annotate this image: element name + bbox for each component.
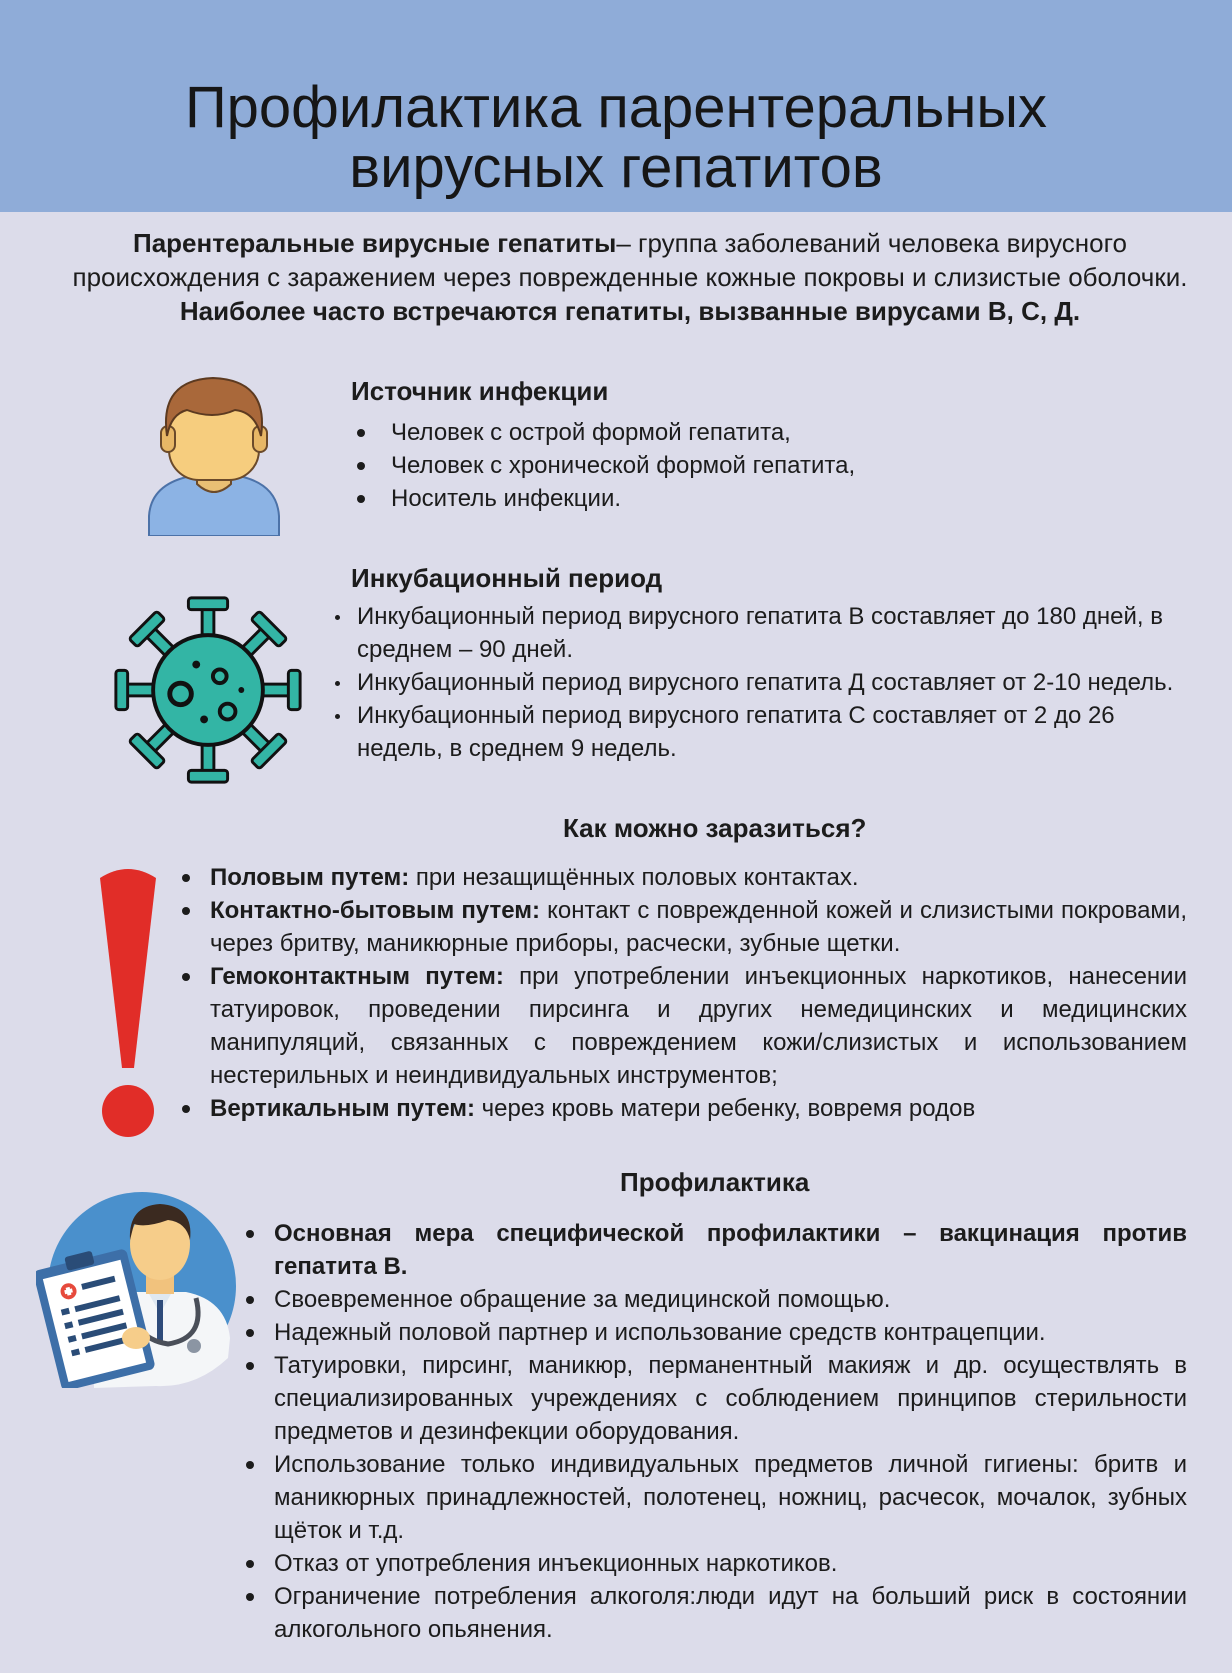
source-heading: Источник инфекции <box>351 376 609 406</box>
list-item: Отказ от употребления инъекционных наркотиков. <box>244 1547 1187 1580</box>
intro-highlight: Наиболее часто встречаются гепатиты, вызванные вирусами В, С, Д. <box>179 296 1081 326</box>
page-title <box>0 75 1232 200</box>
list-item: Человек с острой формой гепатита, <box>353 416 1053 449</box>
list-item: Татуировки, пирсинг, маникюр, перманентный макияж и др. осуществлять в специализированных учреждениях с соблюдением принципов стерильности предметов и дезинфекции оборудования. <box>244 1349 1187 1448</box>
infection-list <box>180 861 1187 1125</box>
intro-text: – группа заболеваний человека вирусного происхождения с заражением через поврежденные кожные покровы и слизистые оболочки. <box>72 228 1188 292</box>
list-item: Надежный половой партнер и использование средств контрацепции. <box>244 1316 1187 1349</box>
list-item <box>180 960 1187 1092</box>
exclamation-icon <box>96 866 160 1142</box>
route-label: Вертикальным путем: <box>210 1095 475 1122</box>
doctor-icon <box>36 1188 236 1388</box>
intro-term: Парентеральные вирусные гепатиты <box>133 228 617 258</box>
prevention-heading: Профилактика <box>620 1167 810 1197</box>
route-text: контакт с поврежденной кожей и слизистыми покровами, через бритву, маникюрные приборы, расчески, зубные щетки. <box>210 897 1187 957</box>
incubation-heading: Инкубационный период <box>351 563 663 593</box>
list-item: Человек с хронической формой гепатита, <box>353 449 1053 482</box>
incubation-list <box>333 600 1189 765</box>
route-label: Гемоконтактным путем: <box>210 963 504 990</box>
list-item: Инкубационный период вирусного гепатита С составляет от 2 до 26 недель, в среднем 9 недель. <box>333 699 1189 765</box>
route-text: через кровь матери ребенку, вовремя родов <box>481 1095 976 1122</box>
page-title-line1: Профилактика парентеральных <box>184 75 1048 140</box>
virus-icon <box>110 592 306 788</box>
list-item: Ограничение потребления алкоголя:люди идут на больший риск в состоянии алкогольного опьянения. <box>244 1580 1187 1646</box>
intro-paragraph <box>70 226 1190 328</box>
list-item: Носитель инфекции. <box>353 482 1053 515</box>
list-item <box>180 861 1187 894</box>
infection-heading: Как можно заразиться? <box>563 813 867 843</box>
list-item <box>180 1092 1187 1125</box>
list-item: Основная мера специфической профилактики – вакцинация против гепатита В. <box>244 1217 1187 1283</box>
page-title-line2: вирусных гепатитов <box>349 135 883 200</box>
list-item: Своевременное обращение за медицинской помощью. <box>244 1283 1187 1316</box>
route-text: при незащищённых половых контактах. <box>415 864 859 891</box>
list-item <box>180 894 1187 960</box>
route-text: при употреблении инъекционных наркотиков, нанесении татуировок, проведении пирсинга и других немедицинских и медицинских манипуляций, связанных с повреждением кожи/слизистых и использованием нестерильных и неиндивидуальных инструментов; <box>210 963 1187 1089</box>
list-item: Использование только индивидуальных предметов личной гигиены: бритв и маникюрных принадлежностей, полотенец, ножниц, расчесок, мочалок, зубных щёток и т.д. <box>244 1448 1187 1547</box>
list-item: Инкубационный период вирусного гепатита В составляет до 180 дней, в среднем – 90 дней. <box>333 600 1189 666</box>
route-label: Половым путем: <box>210 864 410 891</box>
list-item: Инкубационный период вирусного гепатита Д составляет от 2-10 недель. <box>333 666 1189 699</box>
route-label: Контактно-бытовым путем: <box>210 897 540 924</box>
prevention-list <box>244 1217 1187 1646</box>
person-icon <box>147 376 282 536</box>
source-list <box>353 416 1053 515</box>
